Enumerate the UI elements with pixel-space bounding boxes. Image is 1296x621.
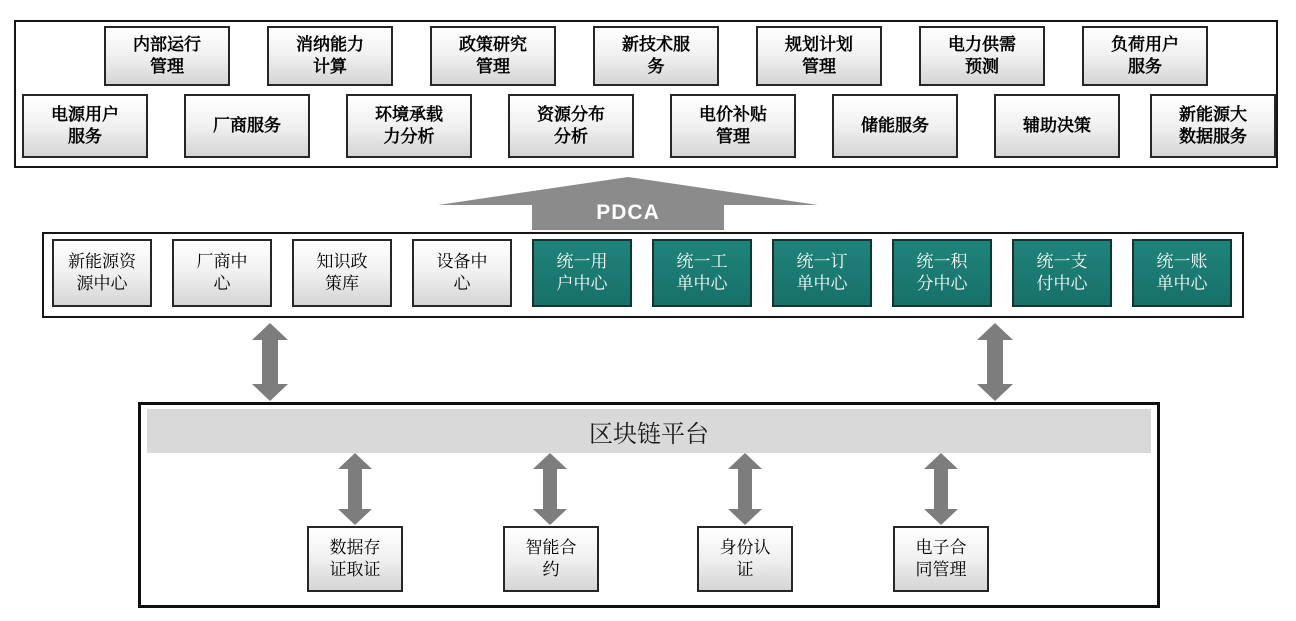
box-unified-billing-center: 统一账 单中心: [1132, 239, 1232, 307]
box-knowledge-policy-library: 知识政 策库: [292, 239, 392, 307]
box-absorption-capacity-calculation: 消纳能力 计算: [267, 26, 393, 86]
box-unified-points-center: 统一积 分中心: [892, 239, 992, 307]
blockchain-panel: [138, 402, 1160, 608]
pdca-label: PDCA: [596, 201, 660, 224]
double-arrow-icon: [338, 453, 372, 525]
box-new-energy-resource-center: 新能源资 源中心: [52, 239, 152, 307]
box-power-user-service: 电源用户 服务: [22, 94, 148, 158]
pdca-arrow: [438, 177, 818, 230]
box-new-energy-big-data-service: 新能源大 数据服务: [1150, 94, 1276, 158]
box-unified-user-center: 统一用 户中心: [532, 239, 632, 307]
box-planning-plan-management: 规划计划 管理: [756, 26, 882, 86]
box-unified-order-center: 统一订 单中心: [772, 239, 872, 307]
blockchain-platform-title: 区块链平台: [589, 420, 709, 448]
shared-centers-panel: [42, 232, 1244, 318]
business-services-panel: [14, 20, 1278, 168]
box-data-evidence-storage: 数据存 证取证: [307, 526, 403, 592]
box-energy-storage-service: 储能服务: [832, 94, 958, 158]
blockchain-platform-bar: [147, 409, 1151, 453]
box-identity-authentication: 身份认 证: [697, 526, 793, 592]
box-vendor-service: 厂商服务: [184, 94, 310, 158]
box-equipment-center: 设备中 心: [412, 239, 512, 307]
box-policy-research-management: 政策研究 管理: [430, 26, 556, 86]
box-power-supply-demand-forecast: 电力供需 预测: [919, 26, 1045, 86]
box-unified-payment-center: 统一支 付中心: [1012, 239, 1112, 307]
box-vendor-center: 厂商中 心: [172, 239, 272, 307]
box-electronic-contract-management: 电子合 同管理: [893, 526, 989, 592]
box-smart-contract: 智能合 约: [503, 526, 599, 592]
double-arrow-icon: [977, 323, 1013, 401]
box-resource-distribution-analysis: 资源分布 分析: [508, 94, 634, 158]
box-internal-operation-management: 内部运行 管理: [104, 26, 230, 86]
box-new-technology-service: 新技术服 务: [593, 26, 719, 86]
box-price-subsidy-management: 电价补贴 管理: [670, 94, 796, 158]
box-unified-work-order-center: 统一工 单中心: [652, 239, 752, 307]
double-arrow-icon: [533, 453, 567, 525]
box-auxiliary-decision: 辅助决策: [994, 94, 1120, 158]
box-environment-carrying-analysis: 环境承载 力分析: [346, 94, 472, 158]
double-arrow-icon: [728, 453, 762, 525]
double-arrow-icon: [924, 453, 958, 525]
box-load-user-service: 负荷用户 服务: [1082, 26, 1208, 86]
double-arrow-icon: [252, 323, 288, 401]
